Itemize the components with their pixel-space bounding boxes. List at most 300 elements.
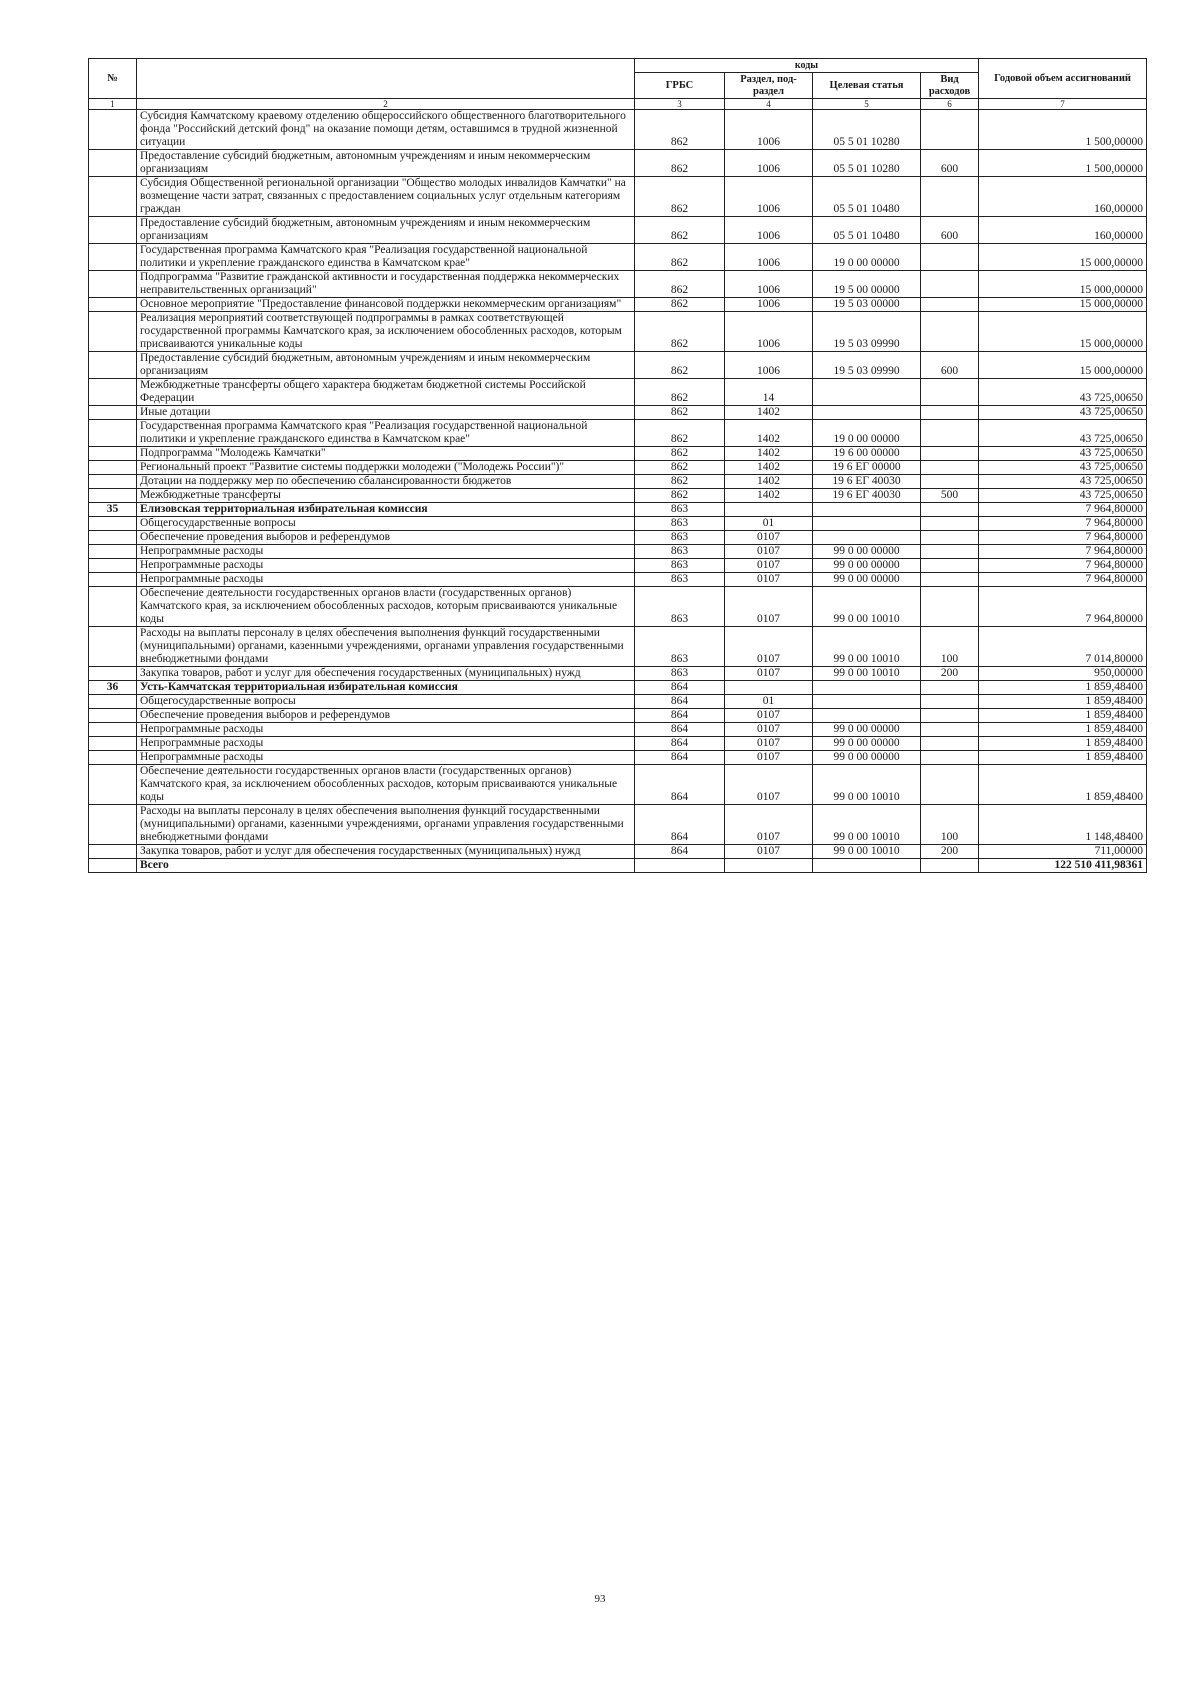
table-row (89, 751, 1147, 765)
row-grbs: 862 (635, 379, 725, 406)
row-target-article: 99 0 00 10010 (813, 587, 921, 627)
row-target-article: 99 0 00 00000 (813, 751, 921, 765)
header-godovoy: Годовой объем ассигнований (979, 59, 1147, 99)
row-target-article: 19 6 ЕГ 40030 (813, 475, 921, 489)
table-row (89, 765, 1147, 805)
row-sum: 1 859,48400 (979, 765, 1147, 805)
row-name: Основное мероприятие "Предоставление финансовой поддержки некоммерческим организациям" (137, 298, 635, 312)
table-row (89, 406, 1147, 420)
row-target-article (813, 517, 921, 531)
row-name: Общегосударственные вопросы (137, 517, 635, 531)
row-sum: 7 964,80000 (979, 559, 1147, 573)
row-num (89, 177, 137, 217)
row-expense-type (921, 695, 979, 709)
table-body (89, 110, 1147, 859)
row-name: Расходы на выплаты персоналу в целях обеспечения выполнения функций государственными (муниципальными) органами, казенными учреждениями, органами управления государственными внебюджетными фондами (137, 805, 635, 845)
row-razdel: 1006 (725, 110, 813, 150)
row-razdel: 0107 (725, 559, 813, 573)
row-razdel: 1006 (725, 271, 813, 298)
table-row (89, 531, 1147, 545)
row-expense-type (921, 406, 979, 420)
table-row (89, 517, 1147, 531)
row-razdel: 0107 (725, 737, 813, 751)
row-sum: 711,00000 (979, 845, 1147, 859)
row-name: Обеспечение деятельности государственных органов власти (государственных органов) Камчатского края, за исключением обособленных расходов, которым присваиваются уникальные коды (137, 587, 635, 627)
row-expense-type (921, 517, 979, 531)
row-grbs: 864 (635, 805, 725, 845)
row-expense-type (921, 244, 979, 271)
row-name: Подпрограмма "Развитие гражданской активности и государственная поддержка некоммерческих неправительственных организаций" (137, 271, 635, 298)
row-razdel: 0107 (725, 545, 813, 559)
row-expense-type (921, 271, 979, 298)
table-row (89, 723, 1147, 737)
row-grbs: 864 (635, 723, 725, 737)
row-name: Елизовская территориальная избирательная комиссия (137, 503, 635, 517)
row-target-article (813, 406, 921, 420)
row-grbs: 864 (635, 709, 725, 723)
row-name: Реализация мероприятий соответствующей подпрограммы в рамках соответствующей государственной программы Камчатского края, за исключением обособленных расходов, которым присваиваются уникальные коды (137, 312, 635, 352)
row-target-article: 99 0 00 10010 (813, 627, 921, 667)
row-grbs: 862 (635, 271, 725, 298)
row-num (89, 475, 137, 489)
row-target-article: 99 0 00 00000 (813, 723, 921, 737)
row-target-article: 99 0 00 00000 (813, 545, 921, 559)
table-row (89, 587, 1147, 627)
row-target-article: 19 5 03 09990 (813, 352, 921, 379)
row-sum: 15 000,00000 (979, 244, 1147, 271)
header-col-1: 1 (89, 99, 137, 110)
row-expense-type (921, 475, 979, 489)
row-grbs: 864 (635, 737, 725, 751)
table-footer (89, 859, 1147, 873)
table-row (89, 681, 1147, 695)
table-row (89, 627, 1147, 667)
row-target-article: 19 6 ЕГ 40030 (813, 489, 921, 503)
row-expense-type (921, 420, 979, 447)
row-name: Региональный проект "Развитие системы поддержки молодежи ("Молодежь России")" (137, 461, 635, 475)
row-sum: 7 964,80000 (979, 503, 1147, 517)
row-num (89, 461, 137, 475)
table-row (89, 489, 1147, 503)
row-num: 35 (89, 503, 137, 517)
row-sum: 1 500,00000 (979, 110, 1147, 150)
table-row (89, 150, 1147, 177)
row-sum: 1 500,00000 (979, 150, 1147, 177)
row-razdel: 1006 (725, 217, 813, 244)
row-num (89, 805, 137, 845)
row-sum: 7 964,80000 (979, 517, 1147, 531)
header-col-7: 7 (979, 99, 1147, 110)
header-razdel: Раздел, под-раздел (725, 73, 813, 99)
total-sum: 122 510 411,98361 (979, 859, 1147, 873)
row-razdel: 0107 (725, 531, 813, 545)
row-sum: 1 859,48400 (979, 681, 1147, 695)
row-razdel (725, 681, 813, 695)
row-num (89, 217, 137, 244)
row-num (89, 150, 137, 177)
row-num (89, 406, 137, 420)
row-grbs: 863 (635, 517, 725, 531)
row-target-article: 19 5 03 00000 (813, 298, 921, 312)
row-expense-type (921, 379, 979, 406)
total-cs (813, 859, 921, 873)
row-razdel: 1006 (725, 150, 813, 177)
row-grbs: 862 (635, 244, 725, 271)
row-num (89, 667, 137, 681)
row-expense-type (921, 545, 979, 559)
row-sum: 1 148,48400 (979, 805, 1147, 845)
row-name: Усть-Камчатская территориальная избирательная комиссия (137, 681, 635, 695)
table-row (89, 447, 1147, 461)
row-razdel (725, 503, 813, 517)
row-name: Непрограммные расходы (137, 737, 635, 751)
row-expense-type (921, 681, 979, 695)
row-target-article: 19 5 00 00000 (813, 271, 921, 298)
row-target-article: 05 5 01 10480 (813, 177, 921, 217)
row-grbs: 864 (635, 751, 725, 765)
row-name: Обеспечение проведения выборов и референдумов (137, 531, 635, 545)
total-vr (921, 859, 979, 873)
row-razdel: 1402 (725, 461, 813, 475)
table-row (89, 805, 1147, 845)
table-row (89, 271, 1147, 298)
row-target-article: 05 5 01 10280 (813, 150, 921, 177)
row-expense-type (921, 573, 979, 587)
row-expense-type (921, 737, 979, 751)
row-name: Предоставление субсидий бюджетным, автономным учреждениям и иным некоммерческим организациям (137, 352, 635, 379)
row-target-article (813, 709, 921, 723)
row-razdel: 1402 (725, 420, 813, 447)
header-num: № (89, 59, 137, 99)
row-name: Непрограммные расходы (137, 751, 635, 765)
row-razdel: 1006 (725, 244, 813, 271)
row-num (89, 709, 137, 723)
row-sum: 43 725,00650 (979, 406, 1147, 420)
row-grbs: 863 (635, 545, 725, 559)
row-grbs: 862 (635, 447, 725, 461)
row-sum: 7 964,80000 (979, 531, 1147, 545)
row-expense-type (921, 177, 979, 217)
row-num (89, 573, 137, 587)
row-grbs: 862 (635, 312, 725, 352)
row-expense-type (921, 587, 979, 627)
row-grbs: 862 (635, 475, 725, 489)
row-num (89, 765, 137, 805)
row-sum: 43 725,00650 (979, 379, 1147, 406)
row-num (89, 845, 137, 859)
row-num (89, 695, 137, 709)
row-sum: 950,00000 (979, 667, 1147, 681)
row-target-article: 19 0 00 00000 (813, 244, 921, 271)
row-razdel: 01 (725, 517, 813, 531)
row-num (89, 271, 137, 298)
row-num (89, 545, 137, 559)
row-expense-type (921, 503, 979, 517)
row-num (89, 489, 137, 503)
row-sum: 43 725,00650 (979, 447, 1147, 461)
header-tselevaya: Целевая статья (813, 73, 921, 99)
row-target-article: 99 0 00 10010 (813, 765, 921, 805)
row-name: Государственная программа Камчатского края "Реализация государственной национальной политики и укрепление гражданского единства в Камчатском крае" (137, 244, 635, 271)
row-sum: 43 725,00650 (979, 475, 1147, 489)
row-grbs: 863 (635, 587, 725, 627)
row-razdel: 0107 (725, 845, 813, 859)
row-expense-type (921, 723, 979, 737)
total-razdel (725, 859, 813, 873)
table-row (89, 177, 1147, 217)
row-name: Иные дотации (137, 406, 635, 420)
table-row (89, 573, 1147, 587)
table-row (89, 352, 1147, 379)
row-sum: 1 859,48400 (979, 709, 1147, 723)
row-num (89, 737, 137, 751)
row-sum: 7 014,80000 (979, 627, 1147, 667)
row-num (89, 531, 137, 545)
table-row (89, 845, 1147, 859)
row-target-article (813, 531, 921, 545)
header-col-2: 2 (137, 99, 635, 110)
row-sum: 160,00000 (979, 177, 1147, 217)
row-target-article: 99 0 00 00000 (813, 737, 921, 751)
row-razdel: 1006 (725, 298, 813, 312)
row-razdel: 0107 (725, 751, 813, 765)
row-num (89, 447, 137, 461)
row-grbs: 862 (635, 110, 725, 150)
row-razdel: 1402 (725, 475, 813, 489)
row-target-article: 99 0 00 00000 (813, 559, 921, 573)
row-target-article (813, 681, 921, 695)
row-target-article: 99 0 00 10010 (813, 805, 921, 845)
row-sum: 7 964,80000 (979, 587, 1147, 627)
total-num (89, 859, 137, 873)
row-expense-type (921, 312, 979, 352)
row-num (89, 352, 137, 379)
row-target-article: 19 6 ЕГ 00000 (813, 461, 921, 475)
row-name: Предоставление субсидий бюджетным, автономным учреждениям и иным некоммерческим организациям (137, 150, 635, 177)
header-col-3: 3 (635, 99, 725, 110)
row-num (89, 723, 137, 737)
table-row (89, 559, 1147, 573)
row-grbs: 863 (635, 531, 725, 545)
row-grbs: 863 (635, 627, 725, 667)
row-name: Государственная программа Камчатского края "Реализация государственной национальной политики и укрепление гражданского единства в Камчатском крае" (137, 420, 635, 447)
row-razdel: 0107 (725, 765, 813, 805)
row-name: Подпрограмма "Молодежь Камчатки" (137, 447, 635, 461)
row-grbs: 864 (635, 765, 725, 805)
row-num (89, 244, 137, 271)
row-grbs: 863 (635, 573, 725, 587)
row-name: Непрограммные расходы (137, 559, 635, 573)
row-grbs: 863 (635, 559, 725, 573)
row-grbs: 864 (635, 681, 725, 695)
row-target-article: 19 5 03 09990 (813, 312, 921, 352)
row-target-article (813, 379, 921, 406)
row-razdel: 0107 (725, 805, 813, 845)
row-expense-type (921, 709, 979, 723)
row-target-article: 99 0 00 00000 (813, 573, 921, 587)
row-name: Межбюджетные трансферты (137, 489, 635, 503)
row-target-article (813, 503, 921, 517)
row-num (89, 420, 137, 447)
table-row (89, 244, 1147, 271)
row-expense-type: 100 (921, 627, 979, 667)
row-name: Закупка товаров, работ и услуг для обеспечения государственных (муниципальных) нужд (137, 667, 635, 681)
header-name (137, 59, 635, 99)
row-sum: 15 000,00000 (979, 352, 1147, 379)
row-sum: 15 000,00000 (979, 271, 1147, 298)
row-sum: 43 725,00650 (979, 489, 1147, 503)
table-row (89, 110, 1147, 150)
table-row (89, 475, 1147, 489)
row-num (89, 379, 137, 406)
row-name: Расходы на выплаты персоналу в целях обеспечения выполнения функций государственными (муниципальными) органами, казенными учреждениями, органами управления государственными внебюджетными фондами (137, 627, 635, 667)
row-sum: 1 859,48400 (979, 695, 1147, 709)
row-sum: 15 000,00000 (979, 298, 1147, 312)
row-razdel: 0107 (725, 627, 813, 667)
row-razdel: 1006 (725, 312, 813, 352)
row-expense-type (921, 751, 979, 765)
row-expense-type: 600 (921, 150, 979, 177)
table-row (89, 312, 1147, 352)
row-num: 36 (89, 681, 137, 695)
row-expense-type: 100 (921, 805, 979, 845)
row-num (89, 559, 137, 573)
row-grbs: 862 (635, 406, 725, 420)
table-row (89, 379, 1147, 406)
row-num (89, 110, 137, 150)
row-sum: 160,00000 (979, 217, 1147, 244)
row-name: Непрограммные расходы (137, 545, 635, 559)
row-expense-type (921, 110, 979, 150)
row-expense-type (921, 559, 979, 573)
header-col-6: 6 (921, 99, 979, 110)
row-sum: 15 000,00000 (979, 312, 1147, 352)
header-col-4: 4 (725, 99, 813, 110)
row-target-article (813, 695, 921, 709)
row-sum: 1 859,48400 (979, 751, 1147, 765)
row-razdel: 14 (725, 379, 813, 406)
row-sum: 43 725,00650 (979, 420, 1147, 447)
row-grbs: 862 (635, 461, 725, 475)
budget-table-container (88, 58, 1146, 873)
row-target-article: 19 0 00 00000 (813, 420, 921, 447)
row-razdel: 1006 (725, 177, 813, 217)
row-razdel: 01 (725, 695, 813, 709)
row-razdel: 1402 (725, 447, 813, 461)
row-target-article: 19 6 00 00000 (813, 447, 921, 461)
table-row (89, 709, 1147, 723)
row-num (89, 298, 137, 312)
total-label: Всего (137, 859, 635, 873)
row-grbs: 863 (635, 667, 725, 681)
row-grbs: 862 (635, 420, 725, 447)
table-row (89, 667, 1147, 681)
row-grbs: 862 (635, 150, 725, 177)
table-row (89, 298, 1147, 312)
table-row (89, 461, 1147, 475)
row-grbs: 862 (635, 352, 725, 379)
row-target-article: 05 5 01 10280 (813, 110, 921, 150)
row-sum: 7 964,80000 (979, 573, 1147, 587)
table-row (89, 420, 1147, 447)
table-row (89, 503, 1147, 517)
table-row (89, 695, 1147, 709)
header-col-5: 5 (813, 99, 921, 110)
row-name: Обеспечение деятельности государственных органов власти (государственных органов) Камчатского края, за исключением обособленных расходов, которым присваиваются уникальные коды (137, 765, 635, 805)
row-sum: 7 964,80000 (979, 545, 1147, 559)
row-num (89, 587, 137, 627)
row-num (89, 312, 137, 352)
row-grbs: 862 (635, 298, 725, 312)
table-row (89, 737, 1147, 751)
row-expense-type (921, 765, 979, 805)
table-row (89, 545, 1147, 559)
header-codes: коды (635, 59, 979, 73)
row-razdel: 1006 (725, 352, 813, 379)
row-sum: 1 859,48400 (979, 723, 1147, 737)
row-target-article: 99 0 00 10010 (813, 845, 921, 859)
row-num (89, 517, 137, 531)
row-grbs: 864 (635, 695, 725, 709)
row-sum: 43 725,00650 (979, 461, 1147, 475)
table-header (89, 59, 1147, 110)
row-expense-type (921, 461, 979, 475)
row-expense-type: 200 (921, 667, 979, 681)
table-row (89, 217, 1147, 244)
row-name: Предоставление субсидий бюджетным, автономным учреждениям и иным некоммерческим организациям (137, 217, 635, 244)
row-name: Обеспечение проведения выборов и референдумов (137, 709, 635, 723)
row-grbs: 864 (635, 845, 725, 859)
row-grbs: 862 (635, 177, 725, 217)
row-target-article: 05 5 01 10480 (813, 217, 921, 244)
row-razdel: 0107 (725, 573, 813, 587)
row-name: Межбюджетные трансферты общего характера бюджетам бюджетной системы Российской Федерации (137, 379, 635, 406)
row-name: Субсидия Общественной региональной организации "Общество молодых инвалидов Камчатки" на возмещение части затрат, связанных с предоставлением социальных услуг отдельным категориям граждан (137, 177, 635, 217)
row-name: Субсидия Камчатскому краевому отделению общероссийского общественного благотворительного фонда "Российский детский фонд" на оказание помощи детям, оставшимся в трудной жизненной ситуации (137, 110, 635, 150)
row-name: Непрограммные расходы (137, 573, 635, 587)
budget-table (88, 58, 1147, 873)
page-number: 93 (594, 1593, 606, 1605)
row-grbs: 862 (635, 489, 725, 503)
row-expense-type: 600 (921, 352, 979, 379)
row-grbs: 863 (635, 503, 725, 517)
row-name: Общегосударственные вопросы (137, 695, 635, 709)
row-expense-type: 600 (921, 217, 979, 244)
row-num (89, 751, 137, 765)
row-name: Закупка товаров, работ и услуг для обеспечения государственных (муниципальных) нужд (137, 845, 635, 859)
header-grbs: ГРБС (635, 73, 725, 99)
row-expense-type: 500 (921, 489, 979, 503)
row-razdel: 0107 (725, 587, 813, 627)
row-razdel: 1402 (725, 489, 813, 503)
row-expense-type: 200 (921, 845, 979, 859)
row-razdel: 0107 (725, 667, 813, 681)
row-sum: 1 859,48400 (979, 737, 1147, 751)
row-target-article: 99 0 00 10010 (813, 667, 921, 681)
row-expense-type (921, 298, 979, 312)
row-razdel: 1402 (725, 406, 813, 420)
row-grbs: 862 (635, 217, 725, 244)
row-razdel: 0107 (725, 709, 813, 723)
row-expense-type (921, 447, 979, 461)
row-expense-type (921, 531, 979, 545)
row-name: Дотации на поддержку мер по обеспечению сбалансированности бюджетов (137, 475, 635, 489)
total-grbs (635, 859, 725, 873)
row-razdel: 0107 (725, 723, 813, 737)
row-num (89, 627, 137, 667)
header-vid: Вид расходов (921, 73, 979, 99)
row-name: Непрограммные расходы (137, 723, 635, 737)
